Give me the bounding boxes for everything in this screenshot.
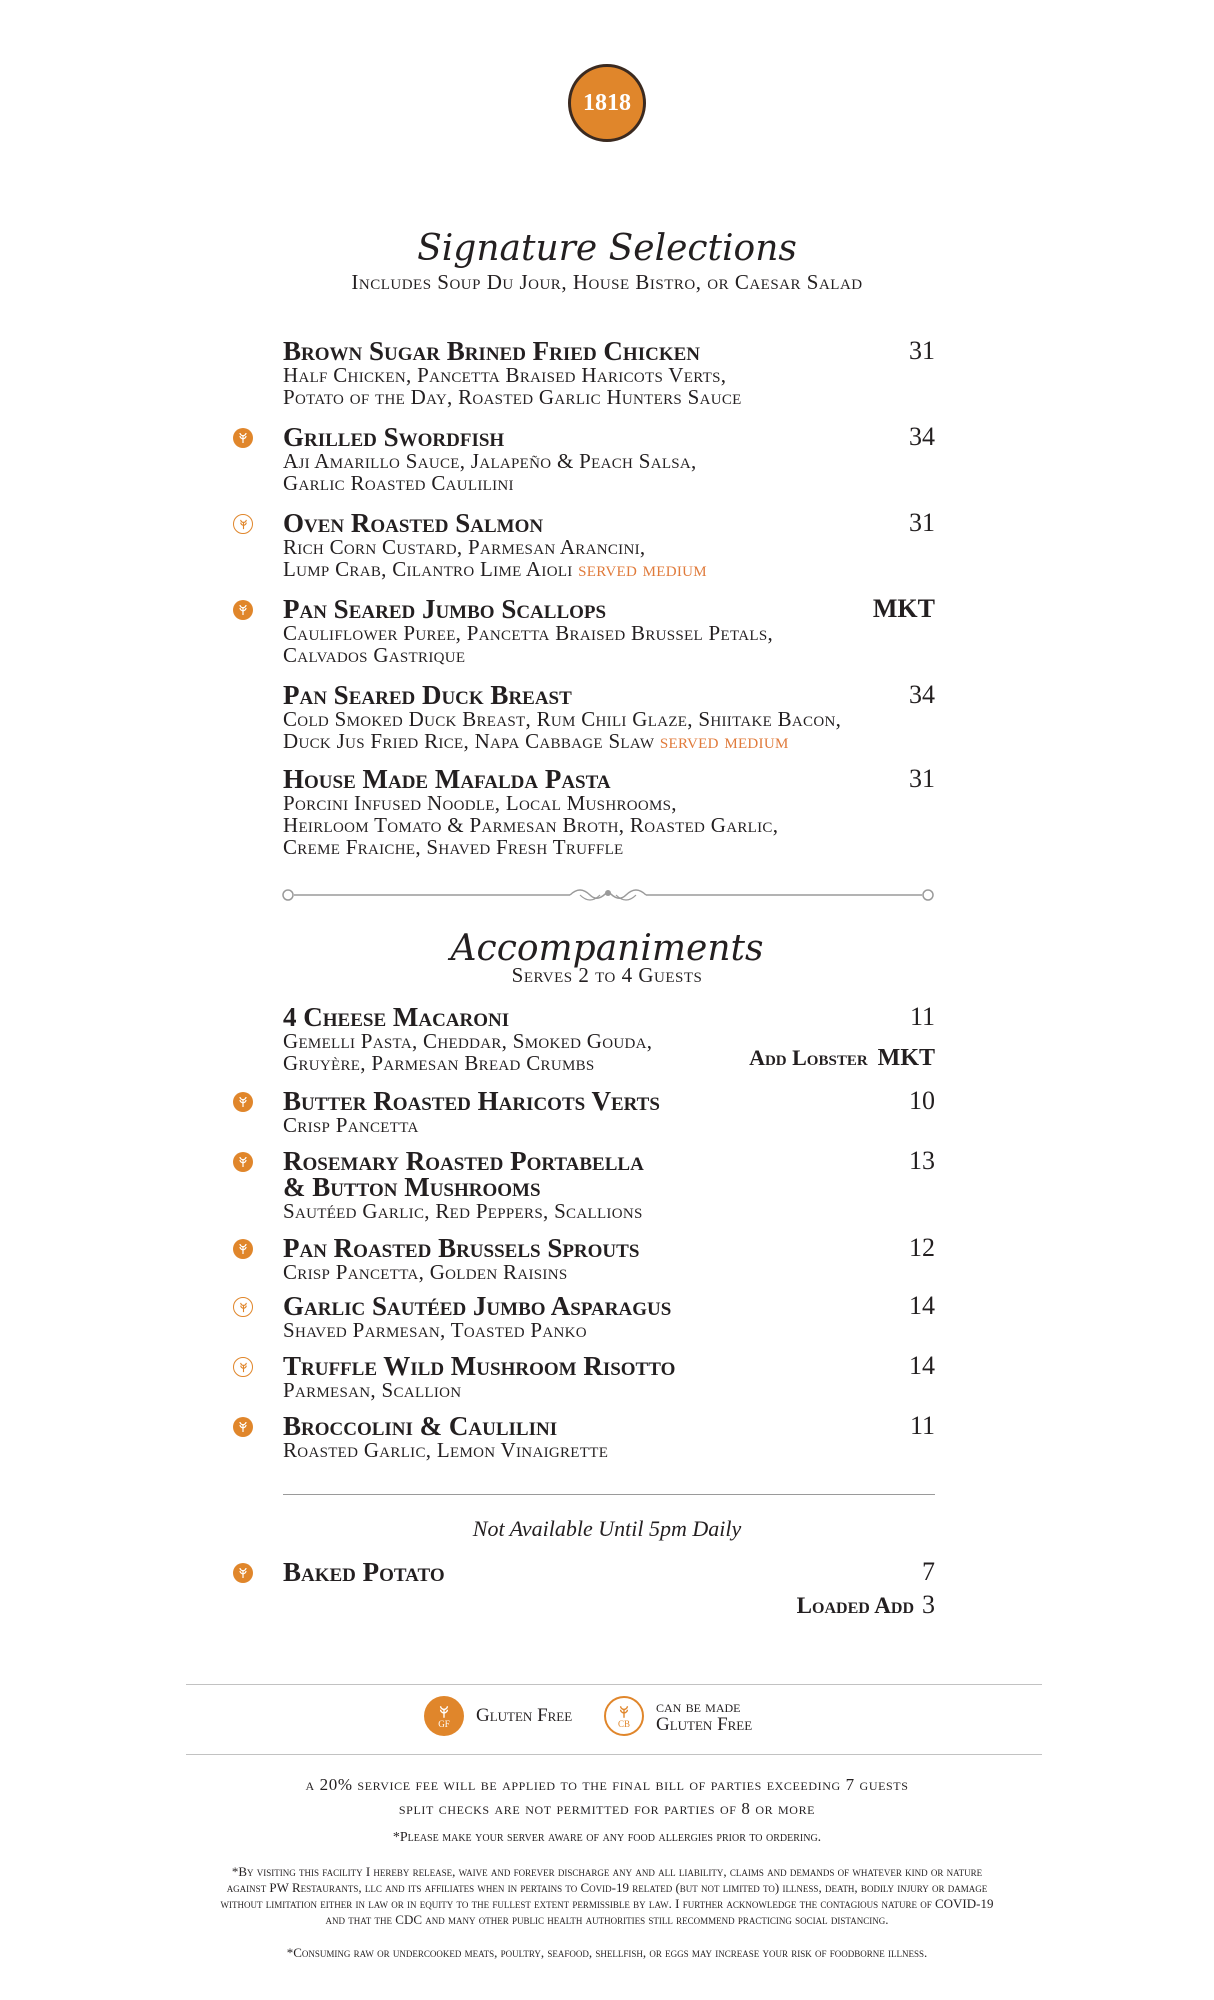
menu-item bbox=[283, 596, 935, 666]
menu-item bbox=[283, 1413, 935, 1461]
item-name: Garlic Sautéed Jumbo Asparagus bbox=[283, 1291, 672, 1321]
menu-item bbox=[283, 1353, 935, 1401]
item-description: Cold Smoked Duck Breast, Rum Chili Glaze, Shiitake Bacon, Duck Jus Fried Rice, Napa Cabbage Slaw served medium bbox=[283, 707, 842, 753]
item-price: 14 bbox=[909, 1351, 935, 1380]
item-description: Cauliflower Puree, Pancetta Braised Brussel Petals, Calvados Gastrique bbox=[283, 621, 774, 667]
loaded-add-option: Loaded Add 3 bbox=[796, 1590, 935, 1619]
menu-item bbox=[283, 424, 935, 494]
item-price: 14 bbox=[909, 1291, 935, 1320]
item-name: Brown Sugar Brined Fried Chicken bbox=[283, 336, 700, 366]
can-be-gluten-free-icon bbox=[233, 514, 253, 534]
item-description: Crisp Pancetta, Golden Raisins bbox=[283, 1260, 568, 1284]
item-name: Pan Seared Duck Breast bbox=[283, 680, 572, 710]
legend-top-rule bbox=[186, 1684, 1042, 1685]
signature-subtitle: Includes Soup Du Jour, House Bistro, or Caesar Salad bbox=[351, 270, 863, 294]
item-name: Butter Roasted Haricots Verts bbox=[283, 1086, 660, 1116]
can-be-gluten-free-label: can be made Gluten Free bbox=[656, 1697, 753, 1735]
item-price: 34 bbox=[909, 680, 935, 709]
allergy-note: *Please make your server aware of any food allergies prior to ordering. bbox=[392, 1830, 822, 1845]
item-description: Gemelli Pasta, Cheddar, Smoked Gouda, Gruyère, Parmesan Bread Crumbs bbox=[283, 1029, 653, 1075]
logo-text: 1818 bbox=[583, 89, 631, 116]
item-name: Pan Roasted Brussels Sprouts bbox=[283, 1233, 640, 1263]
legend-bottom-rule bbox=[186, 1754, 1042, 1755]
served-medium-note: served medium bbox=[578, 557, 707, 581]
gluten-free-badge-icon: GF bbox=[424, 1696, 464, 1736]
item-description: Parmesan, Scallion bbox=[283, 1378, 462, 1402]
ornamental-divider bbox=[280, 880, 936, 910]
availability-note: Not Available Until 5pm Daily bbox=[472, 1516, 742, 1541]
add-lobster-option: Add Lobster MKT bbox=[749, 1045, 935, 1071]
item-description: Crisp Pancetta bbox=[283, 1113, 419, 1137]
menu-item bbox=[283, 1293, 935, 1341]
served-medium-note: served medium bbox=[659, 729, 789, 753]
item-price: 31 bbox=[909, 336, 935, 365]
item-price: 31 bbox=[909, 508, 935, 537]
restaurant-logo bbox=[568, 64, 646, 142]
item-name: Oven Roasted Salmon bbox=[283, 508, 544, 538]
item-price: 31 bbox=[909, 764, 935, 793]
item-name: House Made Mafalda Pasta bbox=[283, 764, 611, 794]
gluten-free-icon bbox=[233, 428, 253, 448]
item-price: 11 bbox=[909, 1411, 935, 1440]
gluten-free-icon bbox=[233, 1417, 253, 1437]
gluten-free-label: Gluten Free bbox=[476, 1705, 573, 1726]
menu-item bbox=[283, 1088, 935, 1136]
item-name: Grilled Swordfish bbox=[283, 422, 505, 452]
accompaniments-subtitle: Serves 2 to 4 Guests bbox=[511, 963, 703, 987]
menu-item bbox=[283, 510, 935, 580]
item-price: 7 bbox=[922, 1557, 935, 1586]
item-price: 13 bbox=[909, 1146, 935, 1175]
item-name: Pan Seared Jumbo Scallops bbox=[283, 594, 607, 624]
item-price: 10 bbox=[909, 1086, 935, 1115]
section-divider bbox=[283, 1494, 935, 1495]
signature-title: Signature Selections bbox=[417, 228, 797, 269]
menu-item bbox=[283, 682, 935, 752]
can-be-gluten-free-icon bbox=[233, 1357, 253, 1377]
item-description: Rich Corn Custard, Parmesan Arancini, Lump Crab, Cilantro Lime Aioli served medium bbox=[283, 535, 707, 581]
accompaniments-title: Accompaniments bbox=[450, 928, 764, 969]
menu-item bbox=[283, 1559, 935, 1585]
item-name: Rosemary Roasted Portabella bbox=[283, 1146, 644, 1176]
item-price: 34 bbox=[909, 422, 935, 451]
service-fee-note: a 20% service fee will be applied to the final bill of parties exceeding 7 guests bbox=[305, 1775, 909, 1794]
menu-item bbox=[283, 1148, 935, 1222]
item-description: Shaved Parmesan, Toasted Panko bbox=[283, 1318, 587, 1342]
item-name: Baked Potato bbox=[283, 1557, 445, 1587]
menu-item bbox=[283, 338, 935, 408]
gluten-free-icon bbox=[233, 1092, 253, 1112]
dietary-legend bbox=[424, 1694, 844, 1744]
gluten-free-icon bbox=[233, 600, 253, 620]
item-name: Truffle Wild Mushroom Risotto bbox=[283, 1351, 676, 1381]
gluten-free-icon bbox=[233, 1239, 253, 1259]
can-be-gluten-free-icon bbox=[233, 1297, 253, 1317]
menu-item bbox=[283, 1235, 935, 1283]
split-checks-note: split checks are not permitted for parties of 8 or more bbox=[398, 1799, 816, 1818]
can-be-gluten-free-badge-icon: CB bbox=[604, 1696, 644, 1736]
item-price: 12 bbox=[909, 1233, 935, 1262]
item-price: 11 bbox=[909, 1002, 935, 1031]
menu-item bbox=[283, 766, 935, 858]
item-name: Broccolini & Caulilini bbox=[283, 1411, 558, 1441]
liability-release: *By visiting this facility I hereby release, waive and forever discharge any and all liability, claims and demands of whatever kind or nature against PW Restaurants, llc and its affiliates when in pertains to Covid-19 related (but not limited to) illness, death, bodily injury or damage without limitation either in law or in equity to the fullest extent permissible by law. I further acknowledge the contagious nature of COVID-19 and that the CDC and many other public health authorities still recommend practicing social distancing. bbox=[220, 1864, 994, 1927]
item-description: Roasted Garlic, Lemon Vinaigrette bbox=[283, 1438, 609, 1462]
item-description: Porcini Infused Noodle, Local Mushrooms, Heirloom Tomato & Parmesan Broth, Roasted Garlic, Creme Fraiche, Shaved Fresh Truffle bbox=[283, 791, 779, 859]
item-name-line2: & Button Mushrooms bbox=[283, 1172, 541, 1202]
gluten-free-icon bbox=[233, 1152, 253, 1172]
consumption-warning: *Consuming raw or undercooked meats, poultry, seafood, shellfish, or eggs may increase your risk of foodborne illness. bbox=[286, 1945, 928, 1960]
gluten-free-icon bbox=[233, 1563, 253, 1583]
item-description: Aji Amarillo Sauce, Jalapeño & Peach Salsa, Garlic Roasted Caulilini bbox=[283, 449, 697, 495]
item-description: Sautéed Garlic, Red Peppers, Scallions bbox=[283, 1199, 643, 1223]
item-description: Half Chicken, Pancetta Braised Haricots Verts, Potato of the Day, Roasted Garlic Hunters Sauce bbox=[283, 363, 742, 409]
item-name: 4 Cheese Macaroni bbox=[283, 1002, 510, 1032]
item-price: MKT bbox=[872, 594, 935, 623]
